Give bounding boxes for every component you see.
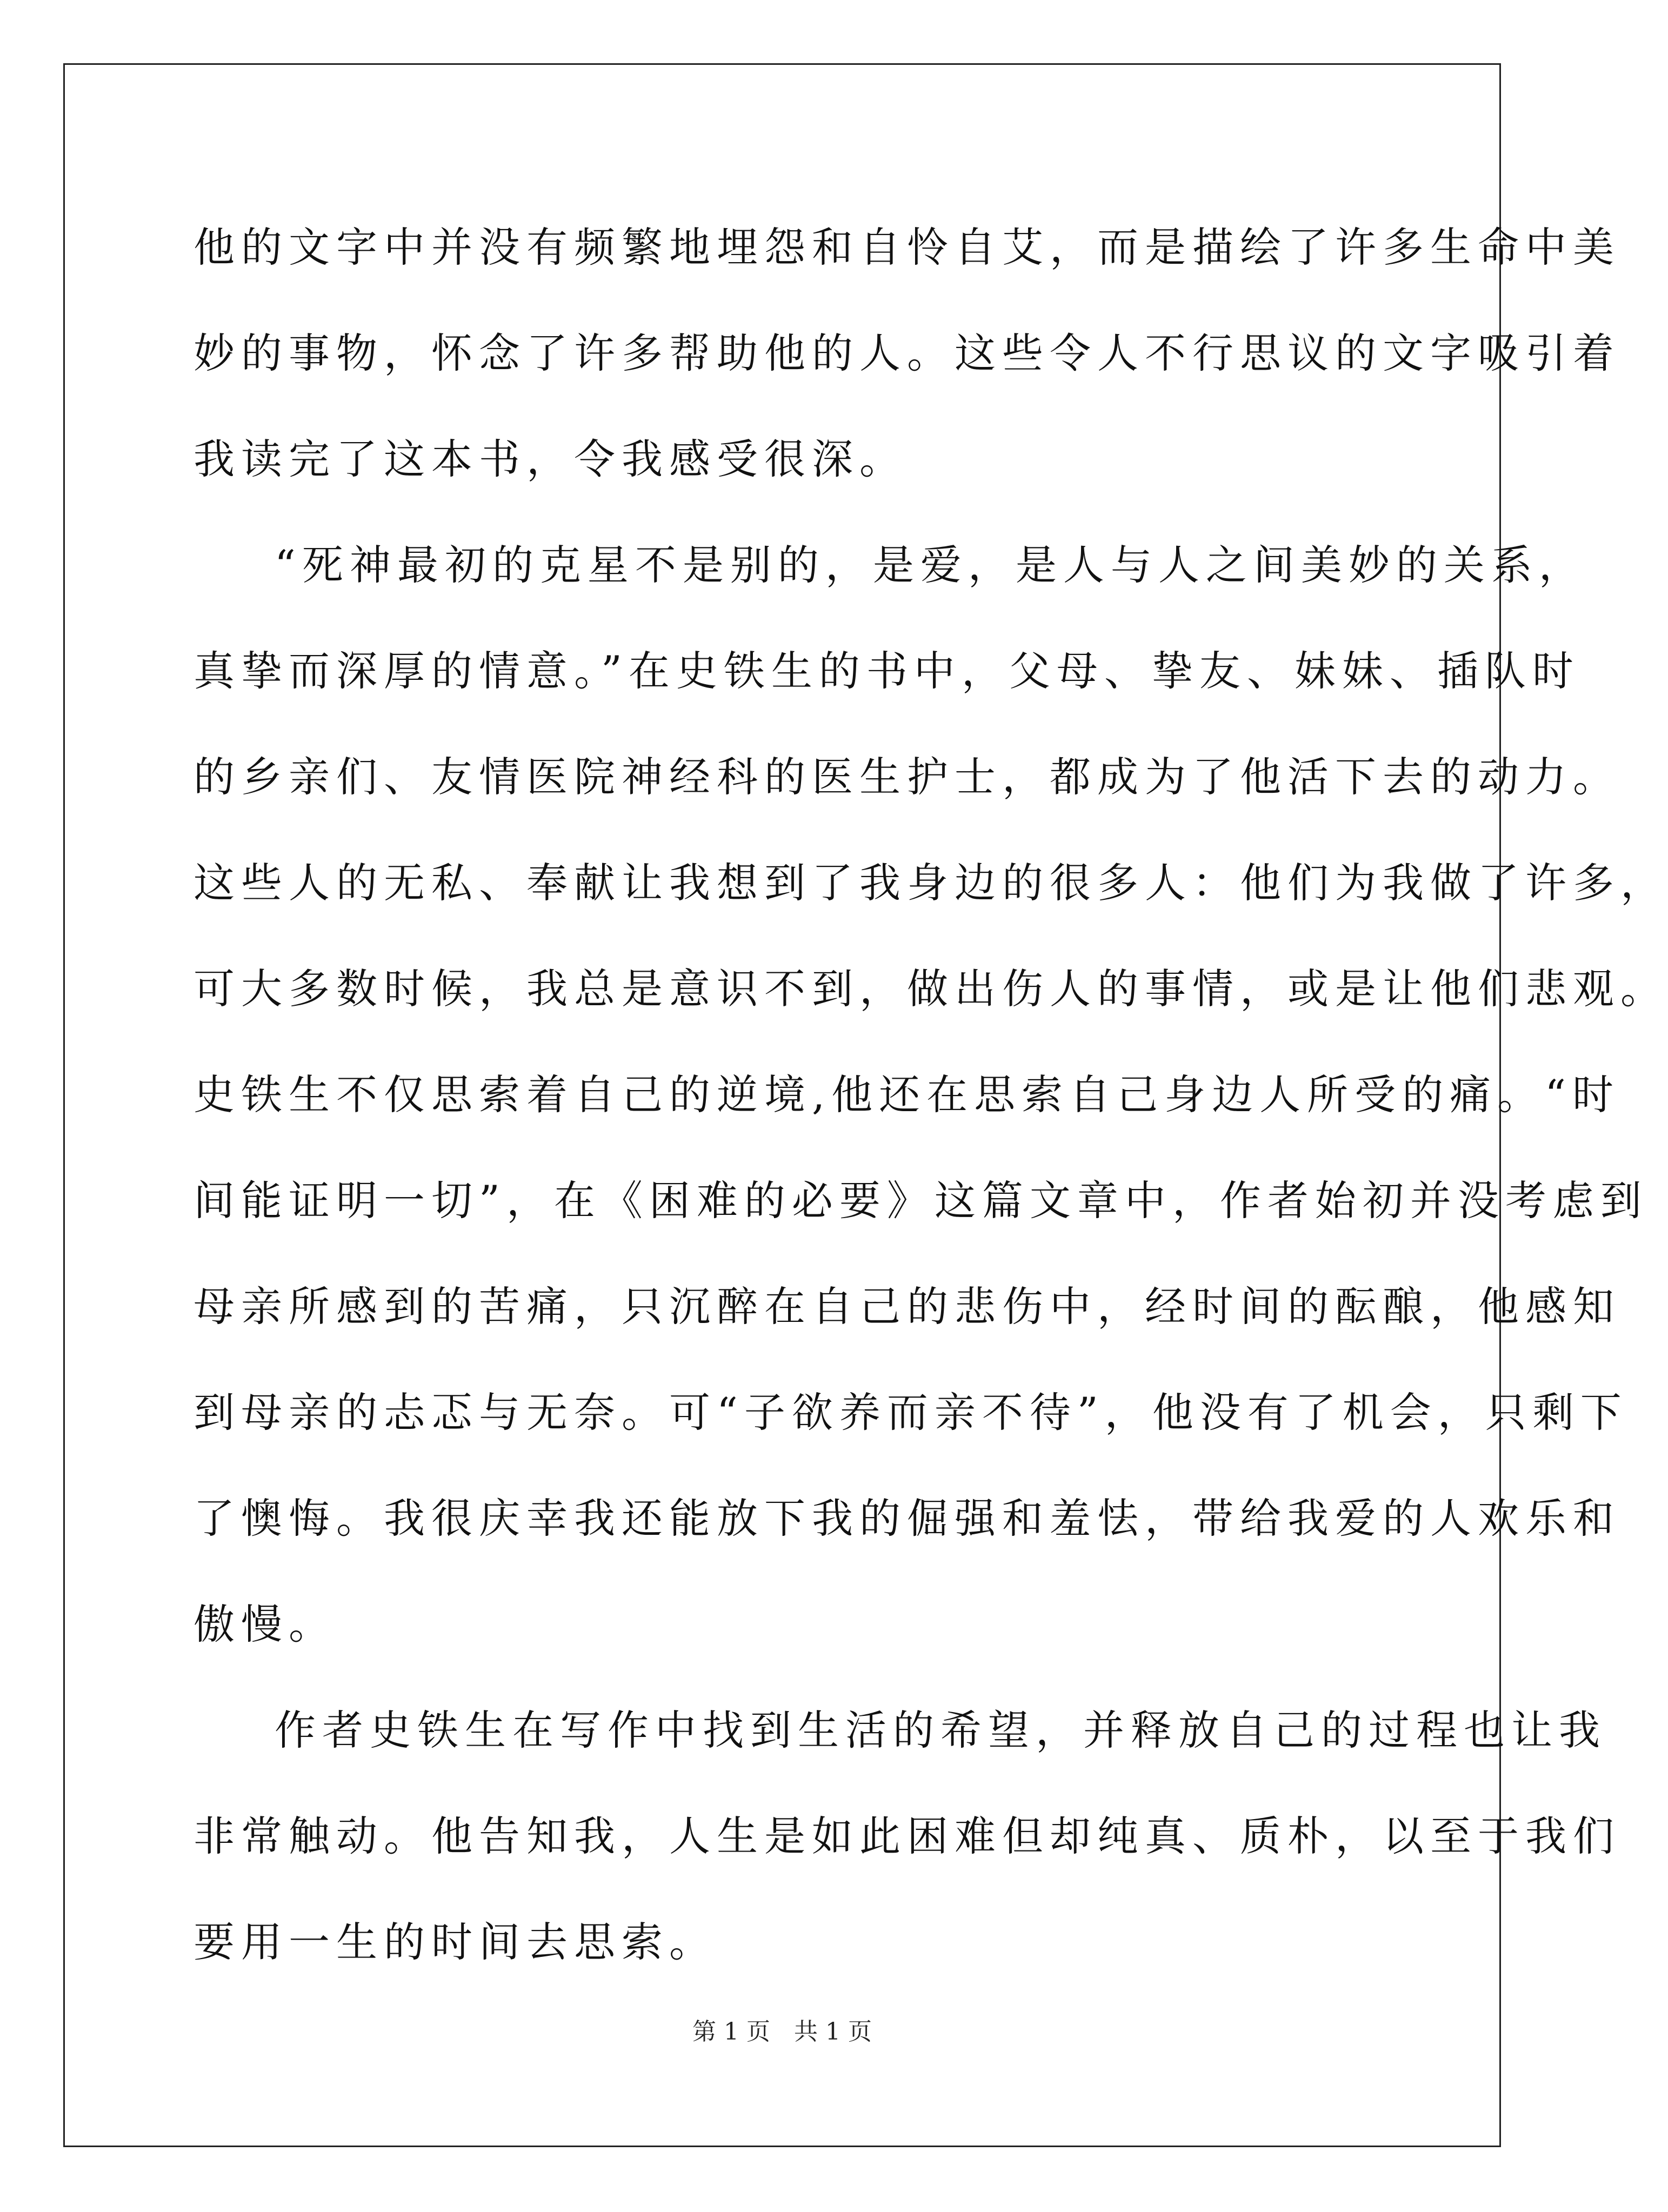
text-line: 真挚而深厚的情意。”在史铁生的书中，父母、挚友、妹妹、插队时 bbox=[194, 647, 1580, 695]
text-line: 这些人的无私、奉献让我想到了我身边的很多人：他们为我做了许多， bbox=[194, 859, 1668, 907]
text-line: 要用一生的时间去思索。 bbox=[194, 1918, 717, 1966]
page-footer bbox=[0, 2016, 1564, 2048]
text-line: 我读完了这本书，令我感受很深。 bbox=[194, 435, 907, 483]
page-number: 第 1 页 bbox=[692, 2018, 770, 2046]
text-line: 傲慢。 bbox=[194, 1600, 336, 1648]
paragraph-start-line: 作者史铁生在写作中找到生活的希望，并释放自己的过程也让我 bbox=[275, 1706, 1606, 1754]
text-line: 可大多数时候，我总是意识不到，做出伤人的事情，或是让他们悲观。 bbox=[194, 965, 1668, 1013]
document-body bbox=[194, 195, 1668, 1995]
text-line: 到母亲的忐忑与无奈。可“子欲养而亲不待”，他没有了机会，只剩下 bbox=[194, 1388, 1628, 1436]
page-total: 共 1 页 bbox=[794, 2018, 872, 2046]
text-line: 的乡亲们、友情医院神经科的医生护士，都成为了他活下去的动力。 bbox=[194, 753, 1620, 801]
text-line: 非常触动。他告知我，人生是如此困难但却纯真、质朴，以至于我们 bbox=[194, 1812, 1620, 1860]
text-line: 间能证明一切”，在《困难的必要》这篇文章中，作者始初并没考虑到 bbox=[194, 1177, 1648, 1225]
text-line: 了懊悔。我很庆幸我还能放下我的倔强和羞怯，带给我爱的人欢乐和 bbox=[194, 1494, 1620, 1542]
text-line: 母亲所感到的苦痛，只沉醉在自己的悲伤中，经时间的酝酿，他感知 bbox=[194, 1282, 1620, 1331]
paragraph-start-line: “死神最初的克星不是别的，是爱，是人与人之间美妙的关系， bbox=[275, 541, 1586, 589]
text-line: 史铁生不仅思索着自己的逆境,他还在思索自己身边人所受的痛。“时 bbox=[194, 1071, 1620, 1119]
text-line: 他的文字中并没有频繁地埋怨和自怜自艾，而是描绘了许多生命中美 bbox=[194, 223, 1620, 271]
text-line: 妙的事物，怀念了许多帮助他的人。这些令人不行思议的文字吸引着 bbox=[194, 329, 1620, 377]
